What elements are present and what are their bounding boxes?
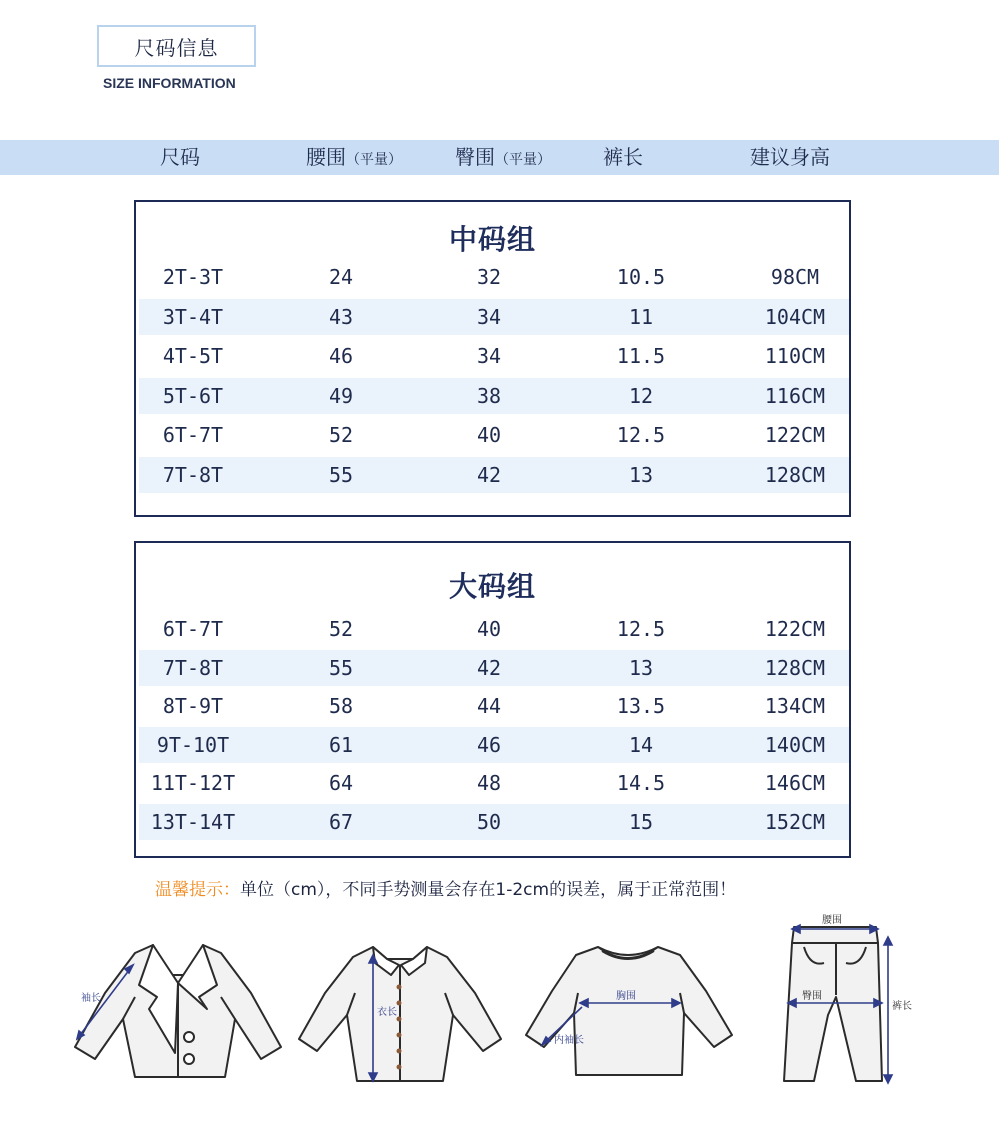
- table-row: [139, 688, 849, 724]
- table-row: [139, 650, 849, 686]
- cell-waist: 43: [328, 304, 354, 329]
- tip-text: 单位（cm），不同手势测量会存在1-2cm的误差，属于正常范围！: [240, 880, 737, 900]
- column-header-height: 建议身高: [750, 145, 830, 169]
- cell-hip: 50: [476, 809, 502, 834]
- label-inner-sleeve: 内袖长: [554, 1035, 584, 1046]
- cell-height: 128CM: [764, 655, 826, 680]
- measurement-tip: [155, 875, 736, 900]
- cell-hip: 40: [476, 617, 502, 641]
- cell-height: 110CM: [764, 344, 826, 368]
- cell-length: 13: [628, 655, 654, 680]
- column-header-waist-note: （平量）: [346, 152, 402, 168]
- cell-height: 104CM: [764, 304, 826, 329]
- section-title: 尺码信息: [134, 35, 219, 60]
- column-header-waist: [306, 140, 402, 175]
- cell-length: 12.5: [616, 617, 666, 641]
- cell-waist: 46: [328, 344, 354, 368]
- table-row: [139, 378, 849, 414]
- cell-size: 7T-8T: [162, 655, 224, 680]
- cell-size: 9T-10T: [156, 732, 230, 757]
- label-waist: 腰围: [822, 915, 842, 926]
- table-row: [139, 417, 849, 453]
- cell-hip: 44: [476, 694, 502, 718]
- cell-height: 98CM: [770, 265, 820, 289]
- cell-hip: 46: [476, 732, 502, 757]
- cell-length: 12: [628, 383, 654, 408]
- cell-waist: 52: [328, 617, 354, 641]
- cell-length: 13.5: [616, 694, 666, 718]
- sweater-chest-diagram: [520, 935, 735, 1085]
- cell-waist: 64: [328, 771, 354, 795]
- cell-height: 140CM: [764, 732, 826, 757]
- table-row: [139, 765, 849, 801]
- cell-size: 3T-4T: [162, 304, 224, 329]
- group-title: 大码组: [448, 570, 536, 603]
- column-header-hip-label: 臀围: [455, 145, 495, 169]
- group-title: 中码组: [448, 223, 536, 256]
- cell-size: 13T-14T: [150, 809, 236, 834]
- cell-size: 5T-6T: [162, 383, 224, 408]
- cell-hip: 34: [476, 304, 502, 329]
- cell-height: 146CM: [764, 771, 826, 795]
- table-row: [139, 457, 849, 493]
- cell-size: 4T-5T: [162, 344, 224, 368]
- tip-lead: 温馨提示：: [155, 880, 240, 900]
- table-row: [139, 804, 849, 840]
- cell-size: 11T-12T: [150, 771, 236, 795]
- cell-waist: 67: [328, 809, 354, 834]
- cell-height: 122CM: [764, 423, 826, 447]
- cell-length: 14: [628, 732, 654, 757]
- table-row: [139, 299, 849, 335]
- section-title-english: SIZE INFORMATION: [103, 75, 236, 91]
- cell-size: 7T-8T: [162, 462, 224, 487]
- size-group-medium: [134, 200, 851, 517]
- measurement-diagrams: [0, 905, 999, 1105]
- cell-size: 2T-3T: [162, 265, 224, 289]
- cell-size: 6T-7T: [162, 617, 224, 641]
- cell-hip: 38: [476, 383, 502, 408]
- cell-hip: 48: [476, 771, 502, 795]
- cell-waist: 55: [328, 462, 354, 487]
- column-header-hip-note: （平量）: [495, 152, 551, 168]
- shirt-length-diagram: [295, 935, 505, 1085]
- cell-hip: 42: [476, 655, 502, 680]
- cell-waist: 61: [328, 732, 354, 757]
- pants-diagram: [770, 905, 920, 1095]
- label-hip: 臀围: [802, 991, 822, 1002]
- size-group-large: [134, 541, 851, 858]
- cell-length: 13: [628, 462, 654, 487]
- cell-height: 134CM: [764, 694, 826, 718]
- table-row: [139, 259, 849, 295]
- column-header-waist-label: 腰围: [306, 145, 346, 169]
- cell-height: 122CM: [764, 617, 826, 641]
- cell-height: 128CM: [764, 462, 826, 487]
- cell-waist: 58: [328, 694, 354, 718]
- cell-waist: 52: [328, 423, 354, 447]
- cell-length: 15: [628, 809, 654, 834]
- cell-waist: 49: [328, 383, 354, 408]
- cell-length: 11: [628, 304, 654, 329]
- table-row: [139, 727, 849, 763]
- cell-waist: 55: [328, 655, 354, 680]
- label-pants-length: 裤长: [892, 1001, 912, 1012]
- cell-length: 14.5: [616, 771, 666, 795]
- cell-hip: 42: [476, 462, 502, 487]
- label-sleeve: 袖长: [81, 993, 101, 1004]
- column-header-size: 尺码: [160, 145, 200, 169]
- column-header-hip: [455, 140, 551, 175]
- cell-length: 12.5: [616, 423, 666, 447]
- cell-hip: 34: [476, 344, 502, 368]
- cell-waist: 24: [328, 265, 354, 289]
- table-row: [139, 338, 849, 374]
- label-chest: 胸围: [616, 991, 636, 1002]
- column-header-band: [0, 140, 999, 175]
- cell-size: 6T-7T: [162, 423, 224, 447]
- cell-height: 152CM: [764, 809, 826, 834]
- cell-size: 8T-9T: [162, 694, 224, 718]
- label-body-length: 衣长: [377, 1007, 397, 1018]
- column-header-length: 裤长: [603, 145, 643, 169]
- cell-height: 116CM: [764, 383, 826, 408]
- cell-length: 11.5: [616, 344, 666, 368]
- jacket-sleeve-diagram: [65, 935, 290, 1085]
- table-row: [139, 611, 849, 647]
- cell-hip: 32: [476, 265, 502, 289]
- cell-hip: 40: [476, 423, 502, 447]
- cell-length: 10.5: [616, 265, 666, 289]
- section-title-box: [97, 25, 256, 67]
